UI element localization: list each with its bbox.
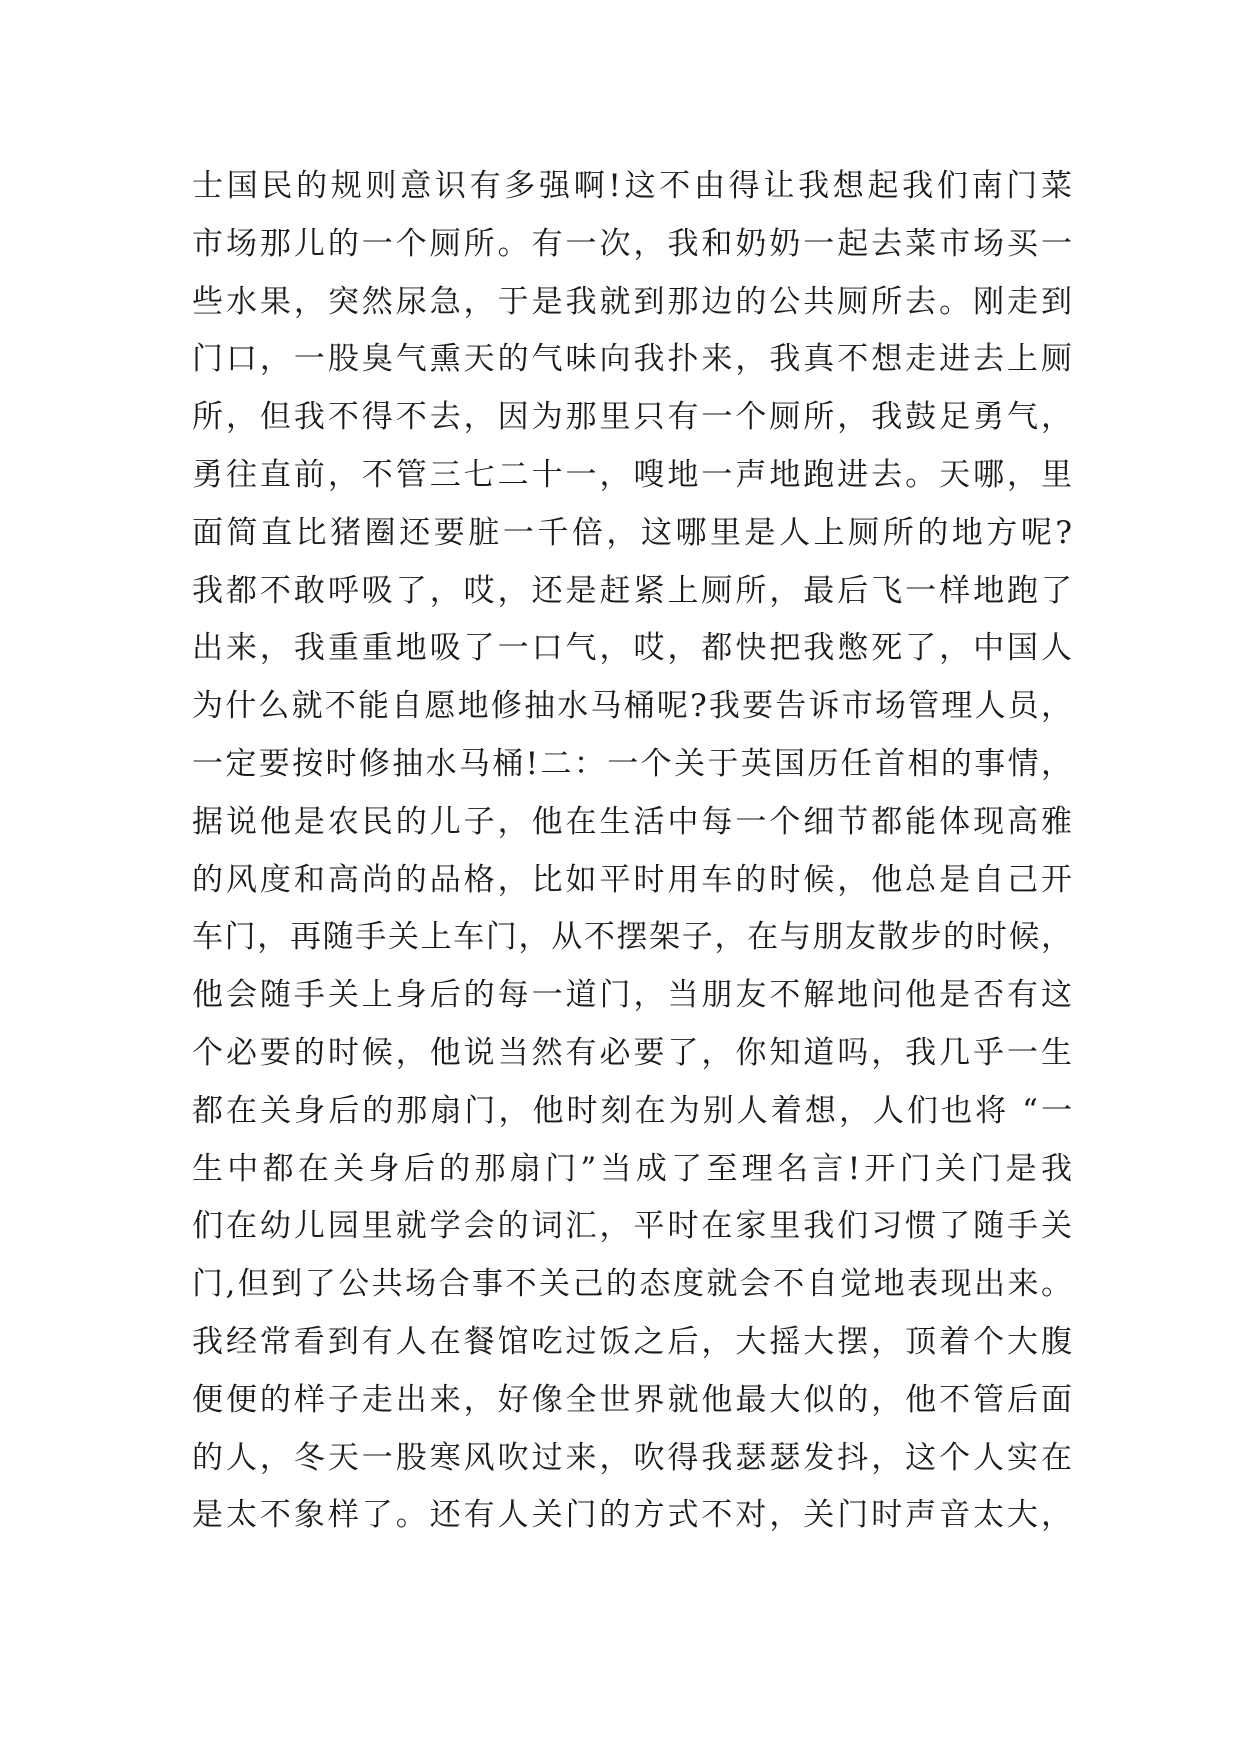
text-line: 门,但到了公共场合事不关己的态度就会不自觉地表现出来。 bbox=[192, 1266, 1072, 1303]
text-line: 门口，一股臭气熏天的气味向我扑来，我真不想走进去上厕 bbox=[192, 341, 1072, 378]
text-line: 他会随手关上身后的每一道门，当朋友不解地问他是否有这 bbox=[192, 977, 1072, 1014]
text-line: 出来，我重重地吸了一口气，哎，都快把我憋死了，中国人 bbox=[192, 630, 1072, 667]
text-line: 个必要的时候，他说当然有必要了，你知道吗，我几乎一生 bbox=[192, 1034, 1072, 1071]
text-line: 便便的样子走出来，好像全世界就他最大似的，他不管后面 bbox=[192, 1381, 1072, 1418]
text-line: 我经常看到有人在餐馆吃过饭之后，大摇大摆，顶着个大腹 bbox=[192, 1323, 1072, 1360]
text-line: 所，但我不得不去，因为那里只有一个厕所，我鼓足勇气， bbox=[192, 399, 1072, 436]
text-line: 市场那儿的一个厕所。有一次，我和奶奶一起去菜市场买一 bbox=[192, 225, 1072, 262]
text-line: 面简直比猪圈还要脏一千倍，这哪里是人上厕所的地方呢? bbox=[192, 514, 1072, 551]
text-line: 些水果，突然尿急，于是我就到那边的公共厕所去。刚走到 bbox=[192, 283, 1072, 320]
text-line: 一定要按时修抽水马桶!二：一个关于英国历任首相的事情， bbox=[192, 745, 1072, 782]
text-line: 为什么就不能自愿地修抽水马桶呢?我要告诉市场管理人员， bbox=[192, 688, 1072, 725]
text-line: 我都不敢呼吸了，哎，还是赶紧上厕所，最后飞一样地跑了 bbox=[192, 572, 1072, 609]
text-line: 们在幼儿园里就学会的词汇，平时在家里我们习惯了随手关 bbox=[192, 1208, 1072, 1245]
text-line: 士国民的规则意识有多强啊!这不由得让我想起我们南门菜 bbox=[192, 168, 1072, 204]
text-line: 生中都在关身后的那扇门”当成了至理名言!开门关门是我 bbox=[192, 1150, 1072, 1187]
body-paragraph bbox=[192, 158, 1072, 1545]
text-line: 的人，冬天一股寒风吹过来，吹得我瑟瑟发抖，这个人实在 bbox=[192, 1439, 1072, 1476]
text-line: 都在关身后的那扇门，他时刻在为别人着想，人们也将 “一 bbox=[192, 1092, 1072, 1129]
text-line: 据说他是农民的儿子，他在生活中每一个细节都能体现高雅 bbox=[192, 803, 1072, 840]
text-line: 的风度和高尚的品格，比如平时用车的时候，他总是自己开 bbox=[192, 861, 1072, 898]
text-line: 是太不象样了。还有人关门的方式不对，关门时声音太大， bbox=[192, 1497, 1072, 1534]
text-line: 勇往直前，不管三七二十一，嗖地一声地跑进去。天哪，里 bbox=[192, 456, 1072, 493]
text-line: 车门，再随手关上车门，从不摆架子，在与朋友散步的时候， bbox=[192, 919, 1072, 956]
